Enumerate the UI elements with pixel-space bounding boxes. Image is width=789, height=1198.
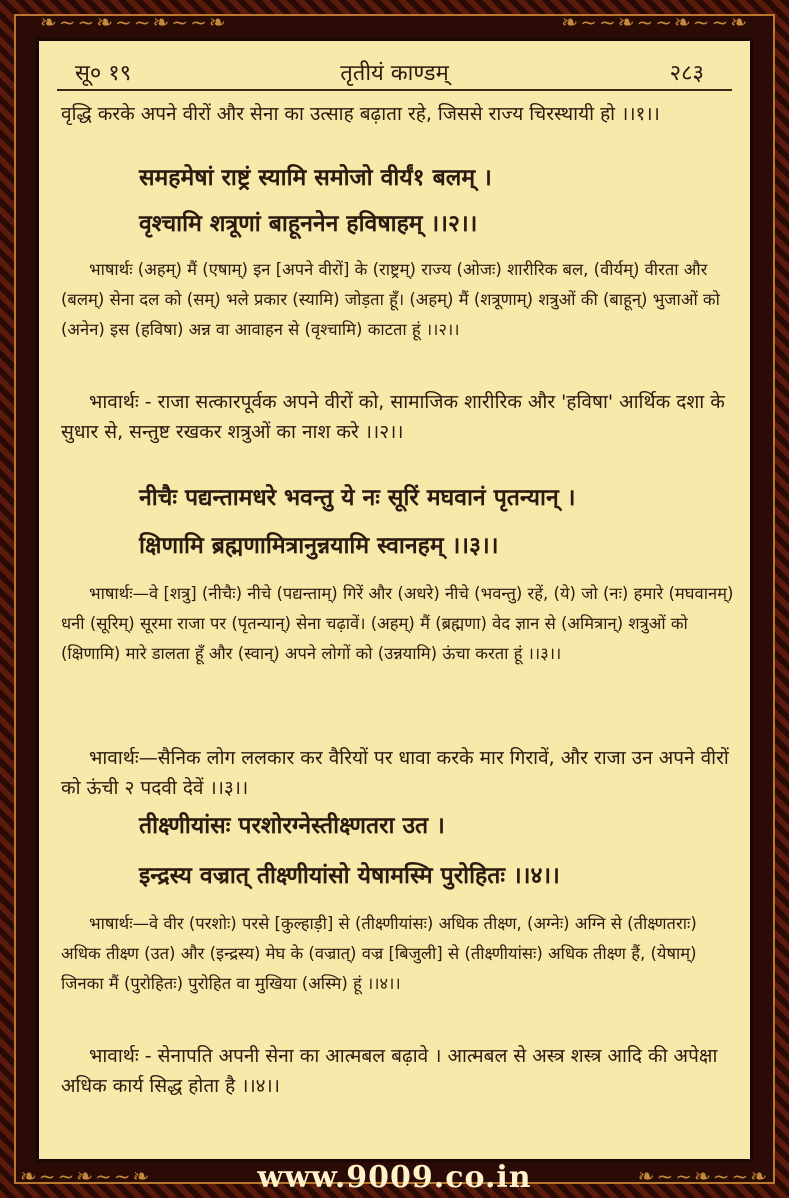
mantra-4-line-1: तीक्ष्णीयांसः परशोरग्नेस्तीक्ष्णतरा उत । — [139, 812, 445, 839]
mantra-3-line-2: क्षिणामि ब्रह्मणामित्रानुन्नयामि स्वानहम् ।।३।। — [139, 532, 499, 559]
kanda-title: तृतीयं काण्डम् — [340, 61, 449, 86]
top-flourish-left: ❧~~❧~~❧~~❧ — [40, 10, 228, 34]
mantra-3-line-1: नीचैः पद्यन्तामधरे भवन्तु ये नः सूरिं मघवानं पृतन्यान् । — [139, 484, 576, 511]
page-header — [57, 53, 732, 91]
mantra-4-line-2: इन्द्रस्य वज्रात् तीक्ष्णीयांसो येषामस्मि पुरोहितः ।।४।। — [139, 862, 560, 889]
top-flourish-right: ❧~~❧~~❧~~❧ — [561, 10, 749, 34]
bhashartha-3: भाषार्थः—वे [शत्रु] (नीचैः) नीचे (पद्यन्ताम्) गिरें और (अधरे) नीचे (भवन्तु) रहें, (ये) जो (नः) हमारे (मघवानम्) धनी (सूरिम्) सूरमा राजा पर (पृतन्यान्) सेना चढ़ावें। (अहम्) मैं (ब्रह्मणा) वेद ज्ञान से (अमित्रान्) शत्रुओं को (क्षिणामि) मारे डालता हूँ और (स्वान्) अपने लोगों को (उन्नयामि) ऊंचा करता हूं ।।३।। — [61, 584, 734, 663]
bhavartha-3: भावार्थः—सैनिक लोग ललकार कर वैरियों पर धावा करके मार गिरावें, और राजा उन अपने वीरों को ऊंची २ पदवी देवें ।।३।। — [61, 747, 729, 799]
bottom-flourish-left: ❧~~❧~~❧ — [20, 1164, 152, 1188]
book-page — [36, 38, 753, 1162]
bhavartha-2: भावार्थः - राजा सत्कारपूर्वक अपने वीरों को, सामाजिक शारीरिक और 'हविषा' आर्थिक दशा के सुधार से, सन्तुष्ट रखकर शत्रुओं का नाश करे ।।२।। — [61, 391, 725, 443]
bhavartha-4: भावार्थः - सेनापति अपनी सेना का आत्मबल बढ़ावे । आत्मबल से अस्त्र शस्त्र आदि की अपेक्षा अधिक कार्य सिद्ध होता है ।।४।। — [61, 1045, 718, 1097]
intro-paragraph: वृद्धि करके अपने वीरों और सेना का उत्साह बढ़ाता रहे, जिससे राज्य चिरस्थायी हो ।।१।। — [61, 103, 660, 125]
bottom-flourish-right: ❧~~❧~~❧ — [637, 1164, 769, 1188]
mantra-2-line-1: समहमेषां राष्ट्रं स्यामि समोजो वीर्यं१ बलम् । — [139, 164, 492, 191]
sukta-number: सू० १९ — [75, 61, 132, 86]
bhashartha-2: भाषार्थः (अहम्) मैं (एषाम्) इन [अपने वीरों] के (राष्ट्रम्) राज्य (ओजः) शारीरिक बल, (वीर्यम्) वीरता और (बलम्) सेना दल को (सम्) भले प्रकार (स्यामि) जोड़ता हूँ। (अहम्) मैं (शत्रूणाम्) शत्रुओं की (बाहून्) भुजाओं को (अनेन) इस (हविषा) अन्न वा आवाहन से (वृश्चामि) काटता हूं ।।२।। — [61, 260, 720, 339]
website-url: www.9009.co.in — [257, 1160, 532, 1195]
bhashartha-4: भाषार्थः—वे वीर (परशोः) परसे [कुल्हाड़ी] से (तीक्ष्णीयांसः) अधिक तीक्ष्ण, (अग्नेः) अग्नि से (तीक्ष्णतराः) अधिक तीक्ष्ण (उत) और (इन्द्रस्य) मेघ के (वज्रात्) वज्र [बिजुली] से (तीक्ष्णीयांसः) अधिक तीक्ष्ण हैं, (येषाम्) जिनका मैं (पुरोहितः) पुरोहित वा मुखिया (अस्मि) हूं ।।४।। — [61, 914, 697, 993]
mantra-2-line-2: वृश्चामि शत्रूणां बाहूननेन हविषाहम् ।।२।। — [139, 210, 478, 237]
page-number: २८३ — [669, 61, 704, 86]
